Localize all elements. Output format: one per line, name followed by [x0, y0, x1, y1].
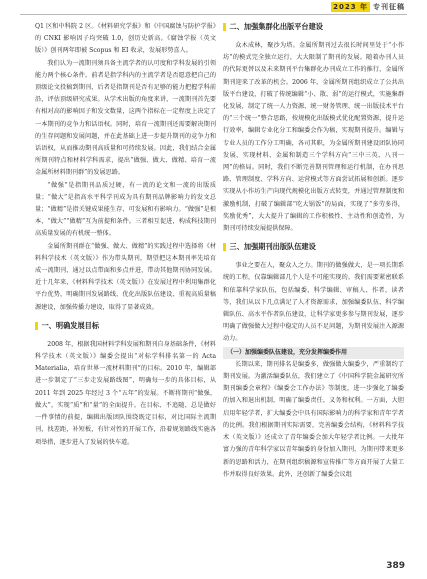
paragraph: 事业之要在人，聚众人之力。期刊的做强做大，是一项长期系统的工程，仅靠编辑部几个人是不可能实现的。我们需要紧密联系和依靠科学家队伍，包括编委、科学编辑、审稿人、作者、读者等，我们从以下几点满足了人才资源需求，加强编委队伍、科学编辑队伍、高水平作者队伍建设，让科学家更多参与期刊发展，逐步明确了做强做大过程中稳定的人员不足问题，为期刊发展注入源源动力。: [223, 262, 404, 343]
paragraph: 2008 年，根据我国材料学科发展和期刊自身基础条件，《材料科学技术（英文版）》编委会提出“对标学科排名第一的 Acta Materialia，培育世界一流材料期刊”的目标。2010 年，编辑部进一步制定了“三步走发展路线图”，明确每一步的具体目标，从 2011 年到 2025 年经过 3 个“五年”的发展。不断将期刊“做强、做大”，实现“质”和“量”的全面提升。在目标、不追随、总是做好一件事情的前提，编辑出版团队围绕既定目标，对比国际主流期刊，找差距，补短板，有针对性的开展工作，沿着规划路线实施各项举措，逐步进入了发展的快车道。: [35, 340, 216, 446]
right-column: [223, 21, 404, 481]
paragraph: 众木成林，聚沙为塔。金属所期刊过去很长时间里处于“小作坊”的模式完全独立运行，大大限制了期刊的发展。随着办刊人员的代际更替以及未来期刊平台集群化办刊成立工作的推行，金属所期刊迎来了改革的机会。2006 年，金属所期刊组织成立了公共出版平台建设，打破了传统编辑“小、散、弱”的运行模式，实施集群化发展，制定了统一人力资源、统一财务管理、统一出版技术平台的“三个统一”整合思路，按规模化出版模式优化配置资源，提升运行效率，编辑专业化分工和编委会作为稿，实现期刊提升。编辑与专业人员的工作分工明确，各司其职，为金属所期刊建设团队协同发展，实现材料、金属和制造三个学科方向“三中三英、八刊一网”的格局。同时，我们不断完善期刊管理和运行机制，在办刊思路、管理制度、学科方向、运营模式等方面尝试拓展和创新。逐步实现从小作坊生产向现代规模化出版方式转变，并通过管理制度和激励机制，打破了编辑部“吃大锅饭”的局面，实现了“多劳多得，奖励优秀”，大大提升了编辑的工作积极性、主动性和创造性，为期刊可持续发展提供保障。: [223, 42, 404, 233]
paragraph: 我们认为一流期刊须具备主流学者的认可度和学科发展的引领能力两个核心条件。前者是指学科内的主流学者是否愿意把自己的顶级论文投稿到期刊，后者是指期刊是否有足够的能力把握学科前沿，评估顶级研究成果。从学术出版的角度来讲，一流期刊首先要有相对高的影响因子和发文数量，这两个指标在一定程度上决定了一本期刊的竞争力和话语权。同时，培育一流期刊还需要解决期刊的生存问题和发展问题，并在此基础上进一步提升期刊的竞争力和话语权，从而推动期刊高质量和可持续发展。因此，我们结合金属所期刊特点和材料学科需求，提出“做强、做大、做精、培育一流金属所材料期刊群”的发展思路。: [35, 59, 216, 177]
paragraph: 长期以来，期刊排名是编委多，做强做大编委少，严重制约了期刊发展。为激活编委队伍，我们建立了《中国科学院金属研究所期刊编委会章程》《编委会工作办法》等制度，进一步强化了编委的加入和退出机制，明确了编委责任，义务和权利。一方面，大胆启用年轻学者，扩大编委会中具有国际影响力的科学家和青年学者的比例。我们根据期刊实际需要，完善编委会结构，《材料科学技术（英文版）》还成立了青年编委会加大年轻学者比例。一大批年富力强的青年科学家以青年编委的身份加入期刊，为期刊带来更多新的思路和活力，在期刊组织稿源和宣传推广等方面开展了大量工作并取得良好效果。此外，还创新了编委会议组: [223, 360, 404, 478]
section-heading-3: 三、加强期刊出版队伍建设: [223, 241, 404, 253]
subsection-heading: （一）加强编委队伍建设，充分发挥编委作用: [223, 347, 404, 359]
paragraph: “做强”是指期刊品质过硬，有一流的论文和一流的出版质量；“做大”是指高水平科学刊成为具有期刊品牌影响力的发文总量；“做精”是指关键成果能生存、可发展和有影响力。“做强”是根本，“做大”“做精”互为前提和条件。三者相互促进，构成科技期刊高质量发展的有机统一整体。: [35, 181, 216, 238]
page-header: [0, 0, 427, 16]
header-year-issue: 2023 年: [333, 3, 368, 11]
section-heading-1: 一、明确发展目标: [35, 320, 216, 332]
paragraph: Q1 区和中科院 2 区。《材料研究学报》和《中国腐蚀与防护学报》的 CNKI 影响因子均突破 1.0，创历史新高。《腐蚀学报（英文版）》创刊两年即被 Scopus 和 EI 收录，发展形势喜人。: [35, 23, 216, 55]
page-number: 389: [386, 561, 405, 571]
journal-header: [331, 2, 405, 12]
section-heading-2: 二、加强集群化出版平台建设: [223, 21, 404, 33]
header-section-name: 专刊征稿: [373, 3, 405, 11]
left-column: [35, 21, 216, 449]
header-divider: [20, 14, 407, 15]
paragraph: 金属所期刊群在“做强、做大、做精”的实践过程中选择将《材料科学技术（英文版）》作为带头期刊，期望把这本期刊率先培育成一流期刊，通过以点带面和多点并进，带动其他期刊协同发展。近十几年来，《材料科学技术（英文版）》在发展过程中利用集群化平台优势，明确期刊发展路线、优化出版队伍建设、重视高质量稿源建设，加强传播力建设，取得了显著成效。: [35, 242, 216, 311]
